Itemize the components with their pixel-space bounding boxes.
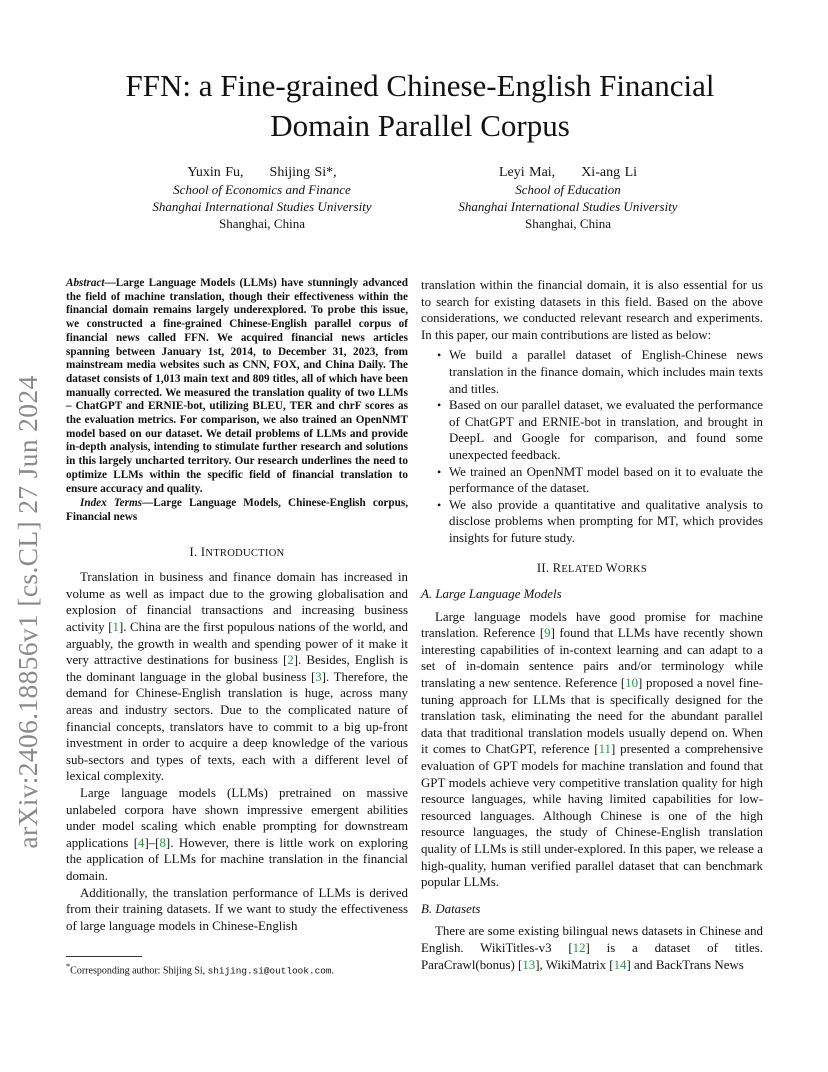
list-item: • We also provide a quantitative and qualitative analysis to disclose problems when prompting for MT, which provides insights for future study. [437,497,763,545]
subsection-heading-datasets: B. Datasets [421,901,481,916]
footnote [66,960,408,977]
section-heading-related-works [421,560,763,579]
citation-link[interactable]: 13 [522,957,536,972]
intro-paragraph-2: Large language models (LLMs) pretrained on massive unlabeled corpora have shown impressive emergent abilities under model scaling which enable prompting for downstream applications [4]–[8]. However, there is little work on exploring the application of LLMs for machine translation in the financial domain. [66,785,408,883]
index-terms-text: —Large Language Models, Chinese-English corpus, Financial news [66,497,408,523]
footnote-mark: * [66,962,71,971]
author-name: Yuxin Fu, [187,165,244,180]
author-dept-1: School of Economics and Finance [173,182,351,197]
section-rest: NTRODUCTION [205,547,285,559]
abstract-label: Abstract [66,277,105,289]
author-block-2 [418,164,718,232]
title-line-1: FFN: a Fine-grained Chinese-English Financial [125,68,715,103]
list-item: • We build a parallel dataset of English-Chinese news translation in the finance domain, which includes main texts and titles. [437,348,763,396]
section-number: II. [536,560,553,575]
citation-link[interactable]: 1 [112,620,119,635]
author-univ-1: Shanghai International Studies University [152,199,372,214]
author-block-1 [112,164,412,232]
author-dept-2: School of Education [515,182,621,197]
section-rest: ORKS [617,563,648,575]
llm-paragraph: Large language models have good promise for machine translation. Reference [9] found that LLMs have recently shown interesting capabilities of in-context learning and can adapt to a set of in-domain sentence pairs and/or terminology while translating a new sentence. Reference [10] proposed a novel fine-tuning approach for LLMs that is specifically designed for the translation task, eliminating the need for the abundant parallel data that traditional translation models usually depend on. When it comes to ChatGPT, reference [11] presented a comprehensive evaluation of GPT models for machine translation and found that GPT models achieve very competitive translation quality for high resource languages, while having limited capabilities for low-resourced languages. Although Chinese is one of the high resource languages, the study of Chinese-English translation quality of LLMs is still under-explored. In this paper, we release a high-quality, human verified parallel dataset that can benchmark popular LLMs. [421,609,763,890]
abstract-body [66,277,408,496]
footnote-text: Corresponding author: Shijing Si, [70,965,208,977]
author-city-2: Shanghai, China [525,216,611,231]
bullet-icon: • [437,464,442,479]
citation-link[interactable]: 14 [613,957,627,972]
intro-paragraph-1: Translation in business and finance domain has increased in volume as well as impact due to the growing globalisation and explosion of financial transactions and increasing business activity [1]. China are the first populous nations of the world, and arguably, the growth in wealth and spending power of it make it very attractive destinations for business [2]. Besides, English is the dominant language in the global business [3]. Therefore, the demand for Chinese-English translation is huge, across many areas and industry sectors. Due to the complicated nature of financial concepts, translators have to commit to a big up-front investment in order to acquire a deep knowledge of the various sub-sectors and types of texts, each with a different level of lexical complexity. [66,570,408,784]
contributions-intro: translation within the financial domain, it is also essential for us to search for existing datasets in this field. Based on the above considerations, we conducted relevant research and experiments. In this paper, our main contributions are listed as below: [421,278,763,342]
citation-link[interactable]: 3 [315,669,322,684]
footnote-email[interactable]: shijing.si@outlook.com [207,965,332,977]
title-line-2: Domain Parallel Corpus [270,108,570,143]
section-heading-introduction [66,544,408,563]
citation-link[interactable]: 9 [544,626,551,641]
author-names-1 [112,164,412,181]
citation-link[interactable]: 4 [137,835,145,850]
section-cap: W [605,560,618,575]
bullet-icon: • [437,348,442,363]
citation-link[interactable]: 2 [287,653,294,668]
subsection-heading-llm: A. Large Language Models [421,587,562,602]
section-cap: R [552,560,562,575]
author-names-2 [418,164,718,181]
footnote-rule [66,956,142,957]
author-name: Shijing Si*, [269,165,337,180]
arxiv-identifier-text: arXiv:2406.18856v1 [cs.CL] 27 Jun 2024 [12,375,43,849]
list-item: • Based on our parallel dataset, we evaluated the performance of ChatGPT and ERNIE-bot in translation, and brought in DeepL and Google for comparison, and found some unexpected feedback. [437,398,763,462]
bullet-icon: • [437,497,442,512]
intro-paragraph-3: Additionally, the translation performance of LLMs is derived from their training datasets. If we want to study the effectiveness of large language models in Chinese-English [66,885,408,933]
index-terms [66,497,408,524]
author-name: Xi-ang Li [581,165,638,180]
author-univ-2: Shanghai International Studies University [458,199,678,214]
abstract [66,277,408,525]
citation-link[interactable]: 8 [159,835,166,850]
contributions-list [433,347,763,546]
right-column [421,277,763,973]
datasets-paragraph: There are some existing bilingual news datasets in Chinese and English. WikiTitles-v3 [12] is a dataset of titles. ParaCrawl(bonus) [13], WikiMatrix [14] and BackTrans News [421,924,763,972]
section-number: I. [189,544,201,559]
section-cap: I [200,544,206,559]
abstract-text: —Large Language Models (LLMs) have stunningly advanced the field of machine translation, though their effectiveness within the financial domain remains largely underexplored. To probe this issue, we constructed a fine-grained Chinese-English parallel corpus of financial news called FFN. We acquired financial news articles spanning between January 1st, 2014, to December 31, 2023, from mainstream media websites such as CNN, FOX, and China Daily. The dataset consists of 1,013 main text and 809 titles, all of which have been manually corrected. We measured the translation quality of two LLMs – ChatGPT and ERNIE-bot, utilizing BLEU, TER and chrF scores as the evaluation metrics. For comparison, we also trained an OpenNMT model based on our dataset. We detail problems of LLMs and provide in-depth analysis, intending to stimulate further research and solutions in this largely uncharted territory. Our research underlines the need to optimize LLMs within the specific field of financial translation to ensure accuracy and quality. [66,277,408,495]
author-name: Leyi Mai, [498,165,556,180]
bullet-icon: • [437,398,442,413]
index-terms-label: Index Terms [80,497,143,510]
citation-link[interactable]: 11 [598,742,611,757]
author-city-1: Shanghai, China [219,216,305,231]
arxiv-identifier [8,262,48,962]
paper-title [60,66,780,146]
footnote-end: . [331,965,334,977]
list-item: • We trained an OpenNMT model based on it to evaluate the performance of the dataset. [437,464,763,496]
citation-link[interactable]: 12 [572,940,586,955]
left-column [66,277,408,934]
citation-link[interactable]: 10 [625,676,639,691]
section-rest: ELATED [561,563,606,575]
